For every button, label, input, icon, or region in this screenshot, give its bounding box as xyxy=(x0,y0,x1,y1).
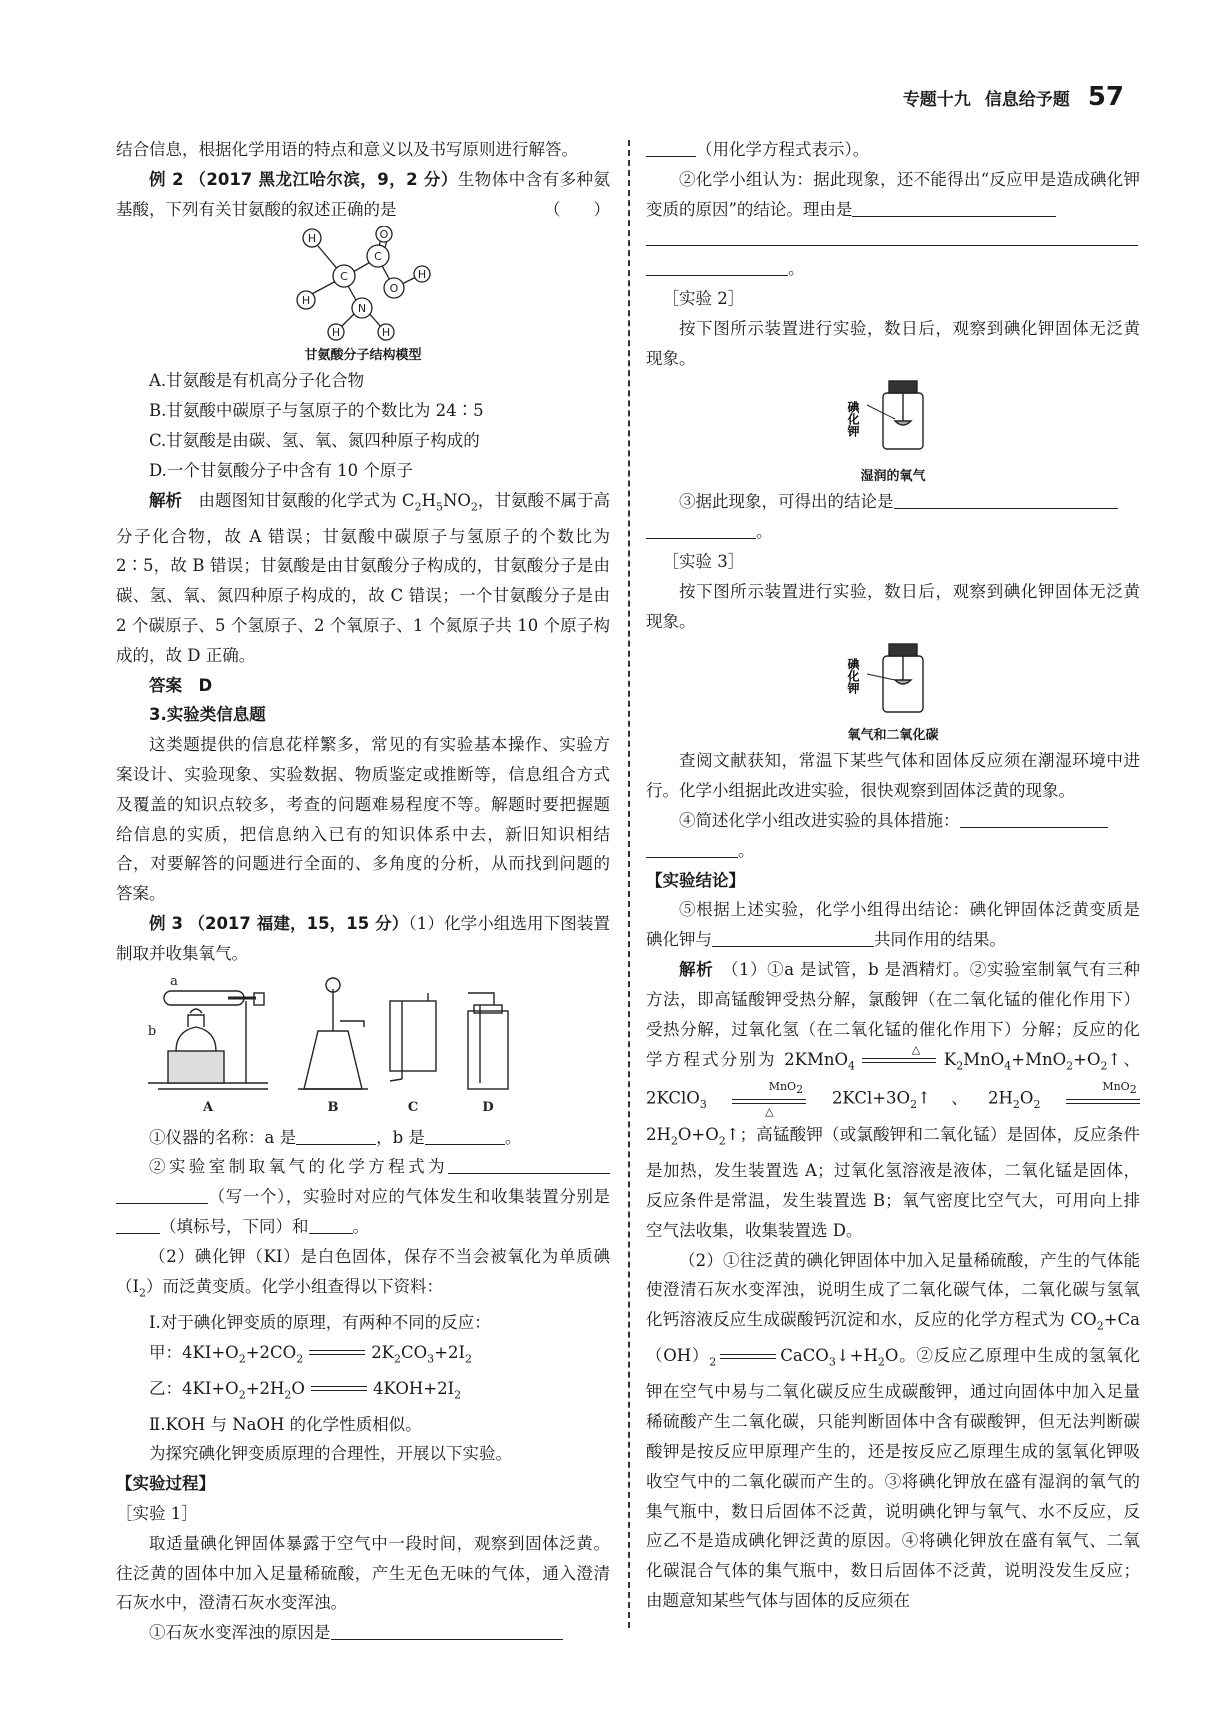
blank-equation-2[interactable] xyxy=(116,1183,208,1204)
question-4: ④简述化学小组改进实验的具体措施： xyxy=(646,806,1140,836)
section-3-text: 这类题提供的信息花样繁多，常见的有实验基本操作、实验方案设计、实验现象、实验数据、物质鉴定或推断等，信息组合方式及覆盖的知识点较多，考查的问题难易程度不等。解题时要把握题给信息的实质，把信息纳入已有的知识体系中去，新旧知识相结合，对要解答的问题进行全面的、多角度的分析，从而找到问题的答案。 xyxy=(116,735,610,904)
answer-value: D xyxy=(198,675,213,695)
fig3-caption: 氧气和二氧化碳 xyxy=(847,728,939,744)
reaction-jia: 甲：$4KI+O_2+2CO_2$ $2K_2CO_3+2I_2$ xyxy=(149,1342,473,1365)
experiment-3-title: ［实验 3］ xyxy=(662,551,745,571)
atom-h3: H xyxy=(417,268,427,282)
reference-1: Ⅰ.对于碘化钾变质的原理，有两种不同的反应： xyxy=(149,1312,491,1332)
option-a: A.甘氨酸是有机高分子化合物 xyxy=(149,371,365,391)
label-B: B xyxy=(327,1099,339,1115)
blank-line-improvement: 。 xyxy=(646,836,1140,866)
atom-h5: H xyxy=(381,326,391,340)
literature-note: 查阅文献获知，常温下某些气体和固体反应须在潮湿环境中进行。化学小组据此改进实验，很快观察到固体泛黄的现象。 xyxy=(646,751,1140,801)
experiment-conclusion-title: 【实验结论】 xyxy=(646,870,745,890)
question-5: ⑤根据上述实验，化学小组得出结论：碘化钾固体泛黄变质是碘化钾与 共同作用的结果。 xyxy=(646,900,1140,950)
question-3: ①石灰水变浑浊的原因是 xyxy=(116,1618,610,1648)
blank-generator[interactable] xyxy=(116,1213,160,1234)
blank-equation[interactable] xyxy=(448,1153,610,1174)
blank-collector[interactable] xyxy=(309,1213,353,1234)
analysis-label: 解析 xyxy=(149,490,183,510)
atom-o2: O xyxy=(389,282,399,296)
example-3-stem: 例 3 （2017 福建，15，15 分）（1）化学小组选用下图装置制取并收集氧气。 xyxy=(116,914,611,963)
example-2-analysis: 解析 由题图知甘氨酸的化学式为 $C_2H_5NO_2$，甘氨酸不属于高分子化合物，故 A 错误；甘氨酸中碳原子与氢原子的个数比为2∶5，故 B 错误；甘氨酸是由甘氨酸分子构成的，甘氨酸分子是由碳、氢、氧、氮四种原子构成的，故 C 错误；一个甘氨酸分子是由 2 个碳原子、5 个氢原子、2 个氧原子、1 个氮原子共 10 个原子构成的，故 D 正确。 xyxy=(116,490,611,665)
glycine-model-caption: 甘氨酸分子结构模型 xyxy=(304,348,422,364)
experiment-1-text: 取适量碘化钾固体暴露于空气中一段时间，观察到固体泛黄。往泛黄的固体中加入足量稀硫酸，产生无色无味的气体，通入澄清石灰水中，澄清石灰水变浑浊。 xyxy=(116,1533,610,1613)
blank-co-factors[interactable] xyxy=(712,926,874,947)
atom-h2: H xyxy=(301,294,311,308)
column-divider xyxy=(628,140,630,1628)
label-a: a xyxy=(170,973,178,989)
intro-line: 结合信息，根据化学用语的特点和意义以及书写原则进行解答。 xyxy=(116,140,578,159)
atom-h4: H xyxy=(331,326,341,340)
blank-conclusion-2[interactable] xyxy=(646,518,756,539)
blank-limewater-eq[interactable] xyxy=(646,136,696,157)
blank-line-conclusion: 。 xyxy=(646,517,1140,547)
topic-subtitle: 信息给予题 xyxy=(984,90,1070,110)
atom-o1: O xyxy=(379,228,389,242)
glycine-model-figure xyxy=(288,226,438,344)
atom-n: N xyxy=(357,302,367,316)
label-b: b xyxy=(147,1023,157,1039)
answer-label: 答案 xyxy=(149,675,182,695)
page-number: 57 xyxy=(1087,82,1124,112)
label-A: A xyxy=(202,1099,214,1115)
blank-conclusion[interactable] xyxy=(894,488,1118,509)
part-2-intro: （2）碘化钾（KI）是白色固体，保存不当会被氧化为单质碘$(I_2)$而泛黄变质。化学小组查得以下资料： xyxy=(116,1246,610,1299)
right-column xyxy=(646,135,1140,1616)
experiment-2-text: 按下图所示装置进行实验，数日后，观察到碘化钾固体无泛黄现象。 xyxy=(646,318,1140,368)
blank-improvement-2[interactable] xyxy=(646,837,738,858)
label-C: C xyxy=(407,1099,419,1115)
atom-c1: C xyxy=(340,270,348,284)
example-2-stem: 例 2 （2017 黑龙江哈尔滨，9，2 分）生物体中含有多种氨基酸，下列有关甘氨酸的叙述正确的是 （ ） xyxy=(116,165,610,225)
blank-reason-2[interactable] xyxy=(646,225,1138,246)
fig3-ki-label: 碘化钾 xyxy=(846,658,860,695)
question-1: ①仪器的名称：a 是 ，b 是 。 xyxy=(116,1123,610,1153)
blank-line-reason-3: 。 xyxy=(646,254,1140,284)
question-3b: ③据此现象，可得出的结论是 xyxy=(646,487,1140,517)
example-2-answer xyxy=(116,671,610,701)
question-2: ②实验室制取氧气的化学方程式为（写一个），实验时对应的气体发生和收集装置分别是（填标号，下同）和 。 xyxy=(116,1152,610,1241)
blank-line-reason xyxy=(646,224,1140,254)
atom-h1: H xyxy=(307,232,317,246)
option-d: D.一个甘氨酸分子中含有 10 个原子 xyxy=(149,460,413,480)
apparatus-figure xyxy=(128,971,598,1121)
fig2-caption: 湿润的氧气 xyxy=(860,469,926,485)
option-b: B.甘氨酸中碳原子与氢原子的个数比为 24∶5 xyxy=(149,401,484,421)
section-3-title: 3.实验类信息题 xyxy=(149,705,266,725)
page-header xyxy=(903,82,1124,122)
experiment-1-title: ［实验 1］ xyxy=(116,1504,198,1524)
example-2-label: 例 2 xyxy=(149,169,184,189)
jar-figure-wet-oxygen xyxy=(833,375,953,465)
reference-2: Ⅱ.KOH 与 NaOH 的化学性质相似。 xyxy=(149,1414,422,1434)
analysis-label-2: 解析 xyxy=(679,959,714,979)
atom-c2: C xyxy=(374,250,382,264)
option-c: C.甘氨酸是由碳、氢、氧、氮四种原子构成的 xyxy=(149,430,480,450)
blank-reason-3[interactable] xyxy=(646,255,788,276)
blank-improvement[interactable] xyxy=(960,807,1108,828)
blank-limewater[interactable] xyxy=(331,1619,563,1640)
example-3-source: （2017 福建，15，15 分） xyxy=(188,914,409,934)
fig2-ki-label: 碘化钾 xyxy=(846,401,860,438)
experiment-process-title: 【实验过程】 xyxy=(116,1474,215,1494)
jar-figure-o2-co2 xyxy=(833,638,953,724)
reaction-yi: 乙：$4KI+O_2+2H_2O$ $4KOH+2I_2$ xyxy=(149,1378,462,1401)
question-2b: ②化学小组认为：据此现象，还不能得出“反应甲是造成碘化钾变质的原因”的结论。理由是 xyxy=(646,169,1140,219)
label-D: D xyxy=(482,1099,494,1115)
blank-a[interactable] xyxy=(296,1124,376,1145)
reference-3: 为探究碘化钾变质原理的合理性，开展以下实验。 xyxy=(149,1444,512,1464)
topic-label: 专题十九 xyxy=(902,90,971,110)
example-3-analysis: 解析 （1）①a 是试管，b 是酒精灯。②实验室制氧气有三种方法，即高锰酸钾受热分解，氯酸钾（在二氧化锰的催化作用下）受热分解，过氧化氢（在二氧化锰的催化作用下）分解；反应的化学方程式分别为 2KMnO$_4$ △ $K_2MnO_4+MnO_2+O_2↑$、 2KClO$_3$ MnO$_2$ △ $2KCl+3O_2↑$、$2H_2O_2$ MnO$_2$ $2H_2O+O_2↑$；高锰酸钾（或氯酸钾和二氧化锰）是固体，反应条件是加热，发生装置选 A；过氧化氢溶液是液体，二氧化锰是固体，反应条件是常温，发生装置选 B；氧气密度比空气大，可用向上排空气法收集，收集装置选 D。 xyxy=(646,959,1141,1240)
example-2-source: （2017 黑龙江哈尔滨，9，2 分） xyxy=(189,169,458,189)
continued-line: （用化学方程式表示）。 xyxy=(646,135,1140,165)
left-column xyxy=(116,135,610,1648)
experiment-3-text: 按下图所示装置进行实验，数日后，观察到碘化钾固体无泛黄现象。 xyxy=(646,581,1140,631)
blank-reason[interactable] xyxy=(852,196,1056,217)
answer-bracket: （ ） xyxy=(544,199,610,219)
example-3-analysis-2: （2）①往泛黄的碘化钾固体中加入足量稀硫酸，产生的气体能使澄清石灰水变浑浊，说明生成了二氧化碳气体，二氧化碳与氢氧化钙溶液反应生成碳酸钙沉淀和水，反应的化学方程式为 $CO_2+Ca(OH)_2$ $CaCO_3↓+H_2O$。②反应乙原理中生成的氢氧化钾在空气中易与二氧化碳反应生成碳酸钾，通过向固体中加入足量稀硫酸产生二氧化碳，只能判断固体中含有碳酸钾，但无法判断碳酸钾是按反应甲原理产生的，还是按反应乙原理生成的氢氧化钾吸收空气中的二氧化碳而产生的。③将碘化钾放在盛有湿润的氧气的集气瓶中，数日后固体不泛黄，说明碘化钾与氧气、水不反应，反应乙不是造成碘化钾泛黄的原因。④将碘化钾放在盛有氧气、二氧化碳混合气体的集气瓶中，数日后固体不泛黄，说明没发生反应；由题意知某些气体与固体的反应须在 xyxy=(646,1250,1141,1610)
experiment-2-title: ［实验 2］ xyxy=(662,288,745,308)
blank-b[interactable] xyxy=(425,1124,505,1145)
example-3-label: 例 3 xyxy=(149,914,183,934)
